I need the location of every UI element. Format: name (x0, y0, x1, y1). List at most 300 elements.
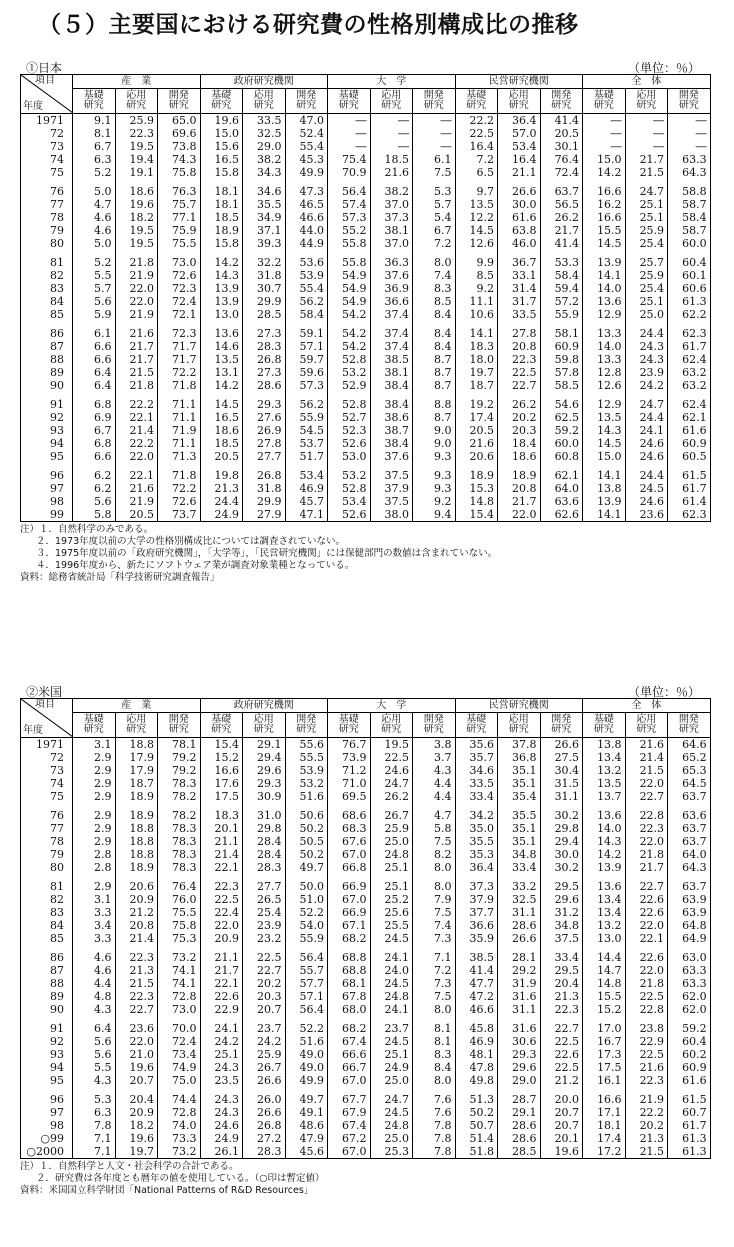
section-header (20, 58, 710, 74)
value-cell: 22.6 (625, 951, 668, 964)
value-cell: 24.9 (370, 1061, 413, 1074)
value-cell: 38.6 (370, 411, 413, 424)
value-cell: 46.5 (285, 198, 328, 211)
value-cell: 61.6 (498, 211, 541, 224)
value-cell: 26.8 (243, 353, 286, 366)
value-cell: 9.0 (413, 437, 456, 450)
value-cell: 25.1 (625, 211, 668, 224)
value-cell: 22.0 (498, 508, 541, 522)
table-row (21, 482, 711, 495)
value-cell: 76.3 (158, 185, 201, 198)
value-cell: 18.6 (200, 424, 243, 437)
value-cell: 3.4 (73, 919, 116, 932)
value-cell: 25.9 (115, 114, 158, 128)
value-cell: 8.5 (413, 295, 456, 308)
value-cell: 65.0 (158, 114, 201, 128)
value-cell: 50.7 (455, 1119, 498, 1132)
value-cell: 21.0 (115, 1048, 158, 1061)
value-cell: 37.0 (370, 237, 413, 250)
sub-header (668, 713, 711, 738)
value-cell: ― (625, 127, 668, 140)
value-cell: 55.8 (328, 256, 371, 269)
value-cell: 23.7 (370, 1022, 413, 1035)
value-cell: 7.5 (413, 906, 456, 919)
sub-header (455, 713, 498, 738)
value-cell: 28.6 (498, 1119, 541, 1132)
year-cell: ○99 (21, 1132, 73, 1145)
table-row (21, 906, 711, 919)
value-cell: 2.9 (73, 880, 116, 893)
value-cell: 28.1 (498, 951, 541, 964)
group-header: 全 体 (583, 75, 711, 89)
value-cell: 60.5 (668, 450, 711, 463)
value-cell: 21.4 (115, 424, 158, 437)
value-cell: 14.1 (455, 327, 498, 340)
group-header: 政府研究機関 (200, 699, 328, 713)
value-cell: 17.9 (115, 751, 158, 764)
value-cell: 72.4 (158, 295, 201, 308)
value-cell: 61.5 (668, 469, 711, 482)
value-cell: 5.6 (73, 295, 116, 308)
value-cell: 62.1 (668, 411, 711, 424)
value-cell: 8.7 (413, 366, 456, 379)
year-cell: 1971 (21, 738, 73, 752)
value-cell: 74.4 (158, 1093, 201, 1106)
value-cell: 67.6 (328, 835, 371, 848)
year-cell: 74 (21, 777, 73, 790)
value-cell: 24.3 (200, 1106, 243, 1119)
value-cell: 12.9 (583, 398, 626, 411)
value-cell: 30.0 (540, 848, 583, 861)
value-cell: 57.1 (285, 340, 328, 353)
value-cell: 4.3 (73, 1074, 116, 1087)
value-cell: 53.7 (285, 437, 328, 450)
value-cell: 62.6 (540, 508, 583, 522)
value-cell: 68.6 (328, 809, 371, 822)
year-cell: 74 (21, 153, 73, 166)
value-cell: 64.5 (668, 777, 711, 790)
value-cell: 18.9 (200, 224, 243, 237)
note-line: 資料：総務省統計局「科学技術研究調査報告」 (20, 572, 220, 583)
value-cell: 24.7 (370, 1093, 413, 1106)
group-header: 政府研究機関 (200, 75, 328, 89)
value-cell: 25.9 (370, 822, 413, 835)
value-cell: 10.6 (455, 308, 498, 321)
value-cell: 64.3 (668, 166, 711, 179)
value-cell: 63.9 (668, 906, 711, 919)
sub-header (413, 89, 456, 114)
sub-header (540, 89, 583, 114)
value-cell: 16.5 (200, 411, 243, 424)
value-cell: 13.3 (583, 327, 626, 340)
value-cell: 14.5 (583, 237, 626, 250)
value-cell: 75.3 (158, 932, 201, 945)
value-cell: 54.2 (328, 308, 371, 321)
value-cell: 21.7 (540, 224, 583, 237)
corner-item-label: 項目 (35, 699, 55, 710)
value-cell: 54.9 (328, 295, 371, 308)
value-cell: 63.3 (668, 964, 711, 977)
value-cell: 7.1 (413, 951, 456, 964)
value-cell: 72.2 (158, 482, 201, 495)
value-cell: 35.1 (498, 822, 541, 835)
value-cell: 7.2 (413, 964, 456, 977)
value-cell: 19.5 (115, 140, 158, 153)
value-cell: 55.9 (285, 411, 328, 424)
value-cell: 22.2 (455, 114, 498, 128)
value-cell: 13.3 (583, 353, 626, 366)
value-cell: 72.8 (158, 1106, 201, 1119)
value-cell: 51.4 (455, 1132, 498, 1145)
sub-header-text: 開発研究 (168, 714, 189, 735)
value-cell: 22.0 (115, 282, 158, 295)
value-cell: 15.0 (200, 127, 243, 140)
sub-header (285, 89, 328, 114)
value-cell: 19.8 (200, 469, 243, 482)
value-cell: 37.7 (455, 906, 498, 919)
value-cell: 8.4 (413, 340, 456, 353)
value-cell: 25.5 (370, 919, 413, 932)
value-cell: 21.7 (498, 495, 541, 508)
value-cell: 24.8 (370, 848, 413, 861)
value-cell: 37.6 (370, 450, 413, 463)
value-cell: 13.4 (583, 906, 626, 919)
value-cell: 54.2 (328, 327, 371, 340)
value-cell: 24.2 (625, 379, 668, 392)
value-cell: 3.3 (73, 932, 116, 945)
value-cell: 68.8 (328, 951, 371, 964)
year-cell: 86 (21, 327, 73, 340)
value-cell: 4.6 (73, 951, 116, 964)
value-cell: 63.7 (668, 880, 711, 893)
notes (20, 1161, 710, 1197)
sub-header-text: 基礎研究 (466, 714, 487, 735)
value-cell: 70.9 (328, 166, 371, 179)
value-cell: 13.0 (200, 308, 243, 321)
value-cell: 63.7 (668, 822, 711, 835)
table-row (21, 919, 711, 932)
value-cell: 57.7 (285, 977, 328, 990)
value-cell: 24.7 (625, 398, 668, 411)
value-cell: 33.4 (455, 790, 498, 803)
table-row (21, 790, 711, 803)
value-cell: 22.7 (243, 964, 286, 977)
value-cell: 35.1 (498, 777, 541, 790)
value-cell: 68.8 (328, 964, 371, 977)
year-cell: 92 (21, 411, 73, 424)
value-cell: 44.9 (285, 237, 328, 250)
year-cell: 91 (21, 398, 73, 411)
value-cell: 66.6 (328, 1048, 371, 1061)
value-cell: 38.1 (370, 224, 413, 237)
value-cell: 60.1 (668, 269, 711, 282)
value-cell: 29.5 (540, 964, 583, 977)
value-cell: 16.5 (200, 153, 243, 166)
sub-header (115, 89, 158, 114)
value-cell: 57.4 (328, 198, 371, 211)
value-cell: 38.4 (370, 398, 413, 411)
table-row (21, 1035, 711, 1048)
value-cell: 19.6 (115, 1132, 158, 1145)
value-cell: 4.3 (413, 764, 456, 777)
table-row (21, 764, 711, 777)
value-cell: 5.6 (73, 495, 116, 508)
value-cell: 17.0 (583, 1022, 626, 1035)
value-cell: 14.5 (583, 437, 626, 450)
value-cell: 22.9 (200, 1003, 243, 1016)
value-cell: 76.0 (158, 893, 201, 906)
value-cell: 49.8 (455, 1074, 498, 1087)
value-cell: 51.0 (285, 893, 328, 906)
value-cell: 66.8 (328, 861, 371, 874)
value-cell: 18.4 (498, 437, 541, 450)
value-cell: 24.6 (370, 764, 413, 777)
value-cell: 24.4 (200, 495, 243, 508)
value-cell: 61.5 (668, 1093, 711, 1106)
value-cell: 18.6 (115, 185, 158, 198)
value-cell: 63.2 (668, 379, 711, 392)
year-cell: 73 (21, 764, 73, 777)
year-cell: 86 (21, 951, 73, 964)
value-cell: 19.4 (115, 153, 158, 166)
value-cell: 61.6 (668, 1074, 711, 1087)
sub-header-text: 応用研究 (253, 714, 274, 735)
value-cell: 73.4 (158, 1048, 201, 1061)
value-cell: 14.2 (583, 848, 626, 861)
value-cell: 60.8 (540, 450, 583, 463)
value-cell: 22.3 (200, 880, 243, 893)
value-cell: 22.3 (115, 990, 158, 1003)
value-cell: 6.9 (73, 411, 116, 424)
value-cell: 37.4 (370, 308, 413, 321)
value-cell: ― (668, 127, 711, 140)
value-cell: 62.3 (668, 508, 711, 522)
sub-header (625, 713, 668, 738)
value-cell: 13.6 (200, 327, 243, 340)
value-cell: 52.8 (328, 353, 371, 366)
value-cell: 27.7 (243, 450, 286, 463)
value-cell: 45.3 (285, 153, 328, 166)
table-row (21, 1003, 711, 1016)
year-cell: 77 (21, 198, 73, 211)
value-cell: 76.4 (158, 880, 201, 893)
value-cell: 29.6 (498, 1061, 541, 1074)
value-cell: 34.3 (243, 166, 286, 179)
value-cell: 31.1 (498, 1003, 541, 1016)
value-cell: 24.1 (370, 951, 413, 964)
year-cell: 77 (21, 822, 73, 835)
value-cell: 51.6 (285, 1035, 328, 1048)
value-cell: 59.1 (285, 327, 328, 340)
value-cell: 6.7 (413, 224, 456, 237)
value-cell: 24.3 (200, 1061, 243, 1074)
value-cell: 28.4 (243, 835, 286, 848)
value-cell: 12.6 (455, 237, 498, 250)
value-cell: 78.3 (158, 777, 201, 790)
value-cell: 18.9 (115, 861, 158, 874)
value-cell: 21.3 (540, 990, 583, 1003)
value-cell: 35.9 (455, 932, 498, 945)
value-cell: 15.0 (583, 450, 626, 463)
table-row (21, 379, 711, 392)
value-cell: 18.9 (115, 809, 158, 822)
value-cell: 24.8 (370, 990, 413, 1003)
value-cell: 78.3 (158, 835, 201, 848)
value-cell: 55.8 (328, 237, 371, 250)
value-cell: 14.1 (583, 269, 626, 282)
value-cell: 22.5 (243, 951, 286, 964)
value-cell: 21.7 (625, 861, 668, 874)
value-cell: 37.5 (370, 495, 413, 508)
value-cell: 63.7 (540, 185, 583, 198)
sub-header (668, 89, 711, 114)
value-cell: 78.1 (158, 738, 201, 752)
value-cell: 26.0 (243, 1093, 286, 1106)
value-cell: 13.2 (583, 764, 626, 777)
value-cell: 29.4 (243, 751, 286, 764)
value-cell: 22.5 (200, 893, 243, 906)
value-cell: 45.6 (285, 1145, 328, 1159)
value-cell: 59.2 (668, 1022, 711, 1035)
value-cell: 24.9 (200, 508, 243, 522)
value-cell: 7.9 (413, 893, 456, 906)
value-cell: 21.2 (540, 1074, 583, 1087)
value-cell: 37.6 (370, 269, 413, 282)
value-cell: 60.9 (668, 1061, 711, 1074)
value-cell: 20.7 (540, 1119, 583, 1132)
value-cell: 60.7 (668, 1106, 711, 1119)
sub-header-text: 応用研究 (508, 90, 529, 111)
value-cell: 22.8 (625, 809, 668, 822)
value-cell: 41.4 (540, 237, 583, 250)
value-cell: ― (370, 140, 413, 153)
value-cell: 15.2 (200, 751, 243, 764)
value-cell: 22.1 (200, 861, 243, 874)
sub-header-text: 基礎研究 (466, 90, 487, 111)
value-cell: 22.0 (625, 919, 668, 932)
table-row (21, 1061, 711, 1074)
value-cell: 38.7 (370, 424, 413, 437)
value-cell: 28.7 (498, 1093, 541, 1106)
value-cell: 18.1 (200, 185, 243, 198)
value-cell: 22.0 (115, 295, 158, 308)
value-cell: 19.6 (200, 114, 243, 128)
sub-header-text: 応用研究 (381, 714, 402, 735)
value-cell: ― (413, 114, 456, 128)
value-cell: 24.7 (370, 777, 413, 790)
value-cell: 34.8 (498, 848, 541, 861)
value-cell: 70.0 (158, 1022, 201, 1035)
value-cell: 75.4 (328, 153, 371, 166)
value-cell: 8.4 (413, 327, 456, 340)
value-cell: 13.6 (583, 295, 626, 308)
value-cell: 22.8 (625, 1003, 668, 1016)
year-cell: 84 (21, 295, 73, 308)
value-cell: 13.9 (583, 256, 626, 269)
value-cell: 23.5 (200, 1074, 243, 1087)
value-cell: 13.9 (583, 495, 626, 508)
value-cell: 22.0 (115, 1035, 158, 1048)
table-row (21, 224, 711, 237)
value-cell: 33.4 (540, 951, 583, 964)
value-cell: 20.1 (540, 1132, 583, 1145)
value-cell: 26.6 (243, 1106, 286, 1119)
value-cell: 73.2 (158, 1145, 201, 1159)
value-cell: 53.0 (328, 450, 371, 463)
year-cell: 93 (21, 1048, 73, 1061)
value-cell: 77.1 (158, 211, 201, 224)
value-cell: 35.4 (498, 790, 541, 803)
value-cell: 56.4 (285, 951, 328, 964)
value-cell: 16.7 (583, 1035, 626, 1048)
value-cell: 30.4 (540, 764, 583, 777)
year-cell: 96 (21, 1093, 73, 1106)
value-cell: 55.4 (285, 140, 328, 153)
value-cell: 7.5 (413, 166, 456, 179)
value-cell: 26.9 (243, 424, 286, 437)
value-cell: 60.4 (668, 1035, 711, 1048)
value-cell: 49.7 (285, 1093, 328, 1106)
value-cell: 44.0 (285, 224, 328, 237)
value-cell: 49.9 (285, 166, 328, 179)
value-cell: 35.3 (455, 848, 498, 861)
value-cell: 18.2 (115, 211, 158, 224)
value-cell: 7.4 (413, 269, 456, 282)
value-cell: 36.3 (370, 256, 413, 269)
value-cell: 21.4 (115, 932, 158, 945)
value-cell: 73.2 (158, 951, 201, 964)
value-cell: 21.6 (370, 166, 413, 179)
value-cell: 25.6 (370, 906, 413, 919)
value-cell: 73.3 (158, 1132, 201, 1145)
value-cell: 39.3 (243, 237, 286, 250)
value-cell: 5.7 (73, 282, 116, 295)
sub-header-text: 基礎研究 (83, 90, 104, 111)
value-cell: 50.0 (285, 880, 328, 893)
value-cell: 29.0 (243, 140, 286, 153)
value-cell: 27.8 (243, 437, 286, 450)
value-cell: 5.7 (413, 198, 456, 211)
value-cell: 6.2 (73, 469, 116, 482)
value-cell: 5.8 (73, 508, 116, 522)
value-cell: 29.3 (243, 398, 286, 411)
value-cell: 24.5 (370, 1106, 413, 1119)
value-cell: 20.9 (115, 1106, 158, 1119)
sub-header-text: 開発研究 (296, 90, 317, 111)
value-cell: 26.7 (243, 1061, 286, 1074)
value-cell: 16.6 (583, 185, 626, 198)
value-cell: 20.0 (540, 1093, 583, 1106)
value-cell: 50.2 (285, 848, 328, 861)
section-header (20, 682, 710, 698)
value-cell: 52.8 (328, 398, 371, 411)
notes (20, 524, 710, 584)
table-row (21, 1093, 711, 1106)
value-cell: 26.6 (498, 185, 541, 198)
value-cell: 29.0 (498, 1074, 541, 1087)
value-cell: 20.7 (115, 1074, 158, 1087)
value-cell: 17.1 (583, 1106, 626, 1119)
value-cell: 21.7 (115, 340, 158, 353)
value-cell: 21.8 (115, 379, 158, 392)
value-cell: 20.2 (498, 411, 541, 424)
value-cell: 22.2 (115, 437, 158, 450)
value-cell: 28.4 (243, 848, 286, 861)
year-cell: 87 (21, 964, 73, 977)
value-cell: 67.4 (328, 1119, 371, 1132)
value-cell: 74.3 (158, 153, 201, 166)
value-cell: 25.1 (200, 1048, 243, 1061)
